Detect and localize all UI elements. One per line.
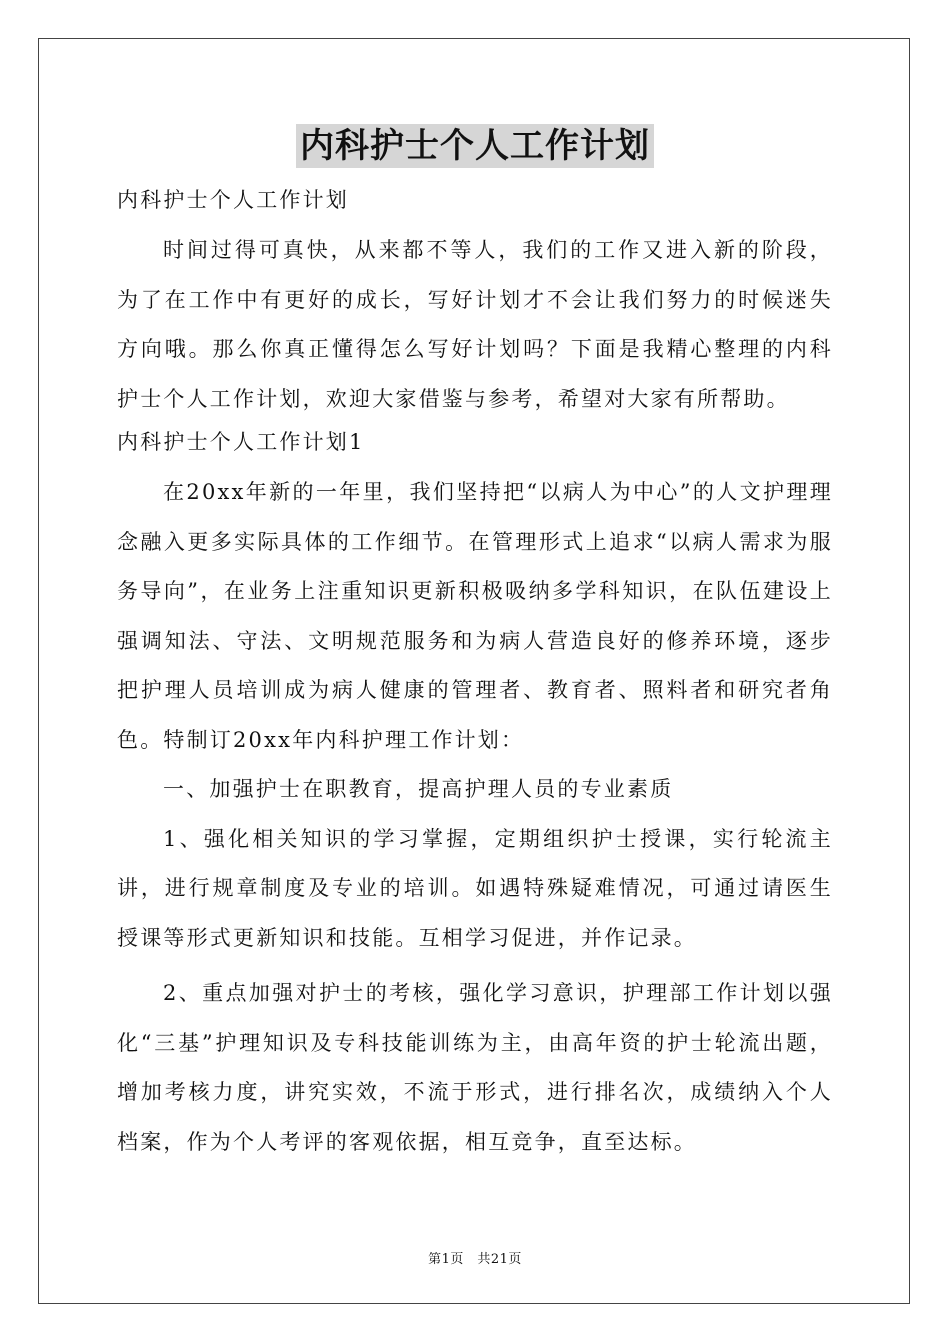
document-title: 内科护士个人工作计划 [296, 124, 654, 168]
title-container [0, 124, 950, 168]
document-body [117, 180, 833, 1167]
section-point-heading: 一、加强护士在职教育，提高护理人员的专业素质 [163, 777, 674, 801]
body-paragraph: 1、强化相关知识的学习掌握，定期组织护士授课，实行轮流主讲，进行规章制度及专业的培训。如遇特殊疑难情况，可通过请医生授课等形式更新知识和技能。互相学习促进，并作记录。 [117, 826, 833, 950]
document-subtitle: 内科护士个人工作计划 [117, 188, 349, 212]
body-paragraph: 2、重点加强对护士的考核，强化学习意识，护理部工作计划以强化“三基”护理知识及专科技能训练为主，由高年资的护士轮流出题，增加考核力度，讲究实效，不流于形式，进行排名次，成绩纳入个人档案，作为个人考评的客观依据，相互竞争，直至达标。 [117, 981, 833, 1154]
intro-paragraph: 时间过得可真快，从来都不等人，我们的工作又进入新的阶段，为了在工作中有更好的成长，写好计划才不会让我们努力的时候迷失方向哦。那么你真正懂得怎么写好计划吗？下面是我精心整理的内科护士个人工作计划，欢迎大家借鉴与参考，希望对大家有所帮助。 [117, 238, 833, 411]
section-heading: 内科护士个人工作计划1 [117, 430, 365, 454]
page-footer: 第1页 共21页 [428, 1252, 522, 1267]
body-paragraph: 在20xx年新的一年里，我们坚持把“以病人为中心”的人文护理理念融入更多实际具体的工作细节。在管理形式上追求“以病人需求为服务导向”，在业务上注重知识更新积极吸纳多学科知识，在队伍建设上强调知法、守法、文明规范服务和为病人营造良好的修养环境，逐步把护理人员培训成为病人健康的管理者、教育者、照料者和研究者角色。特制订20xx年内科护理工作计划： [117, 480, 833, 752]
